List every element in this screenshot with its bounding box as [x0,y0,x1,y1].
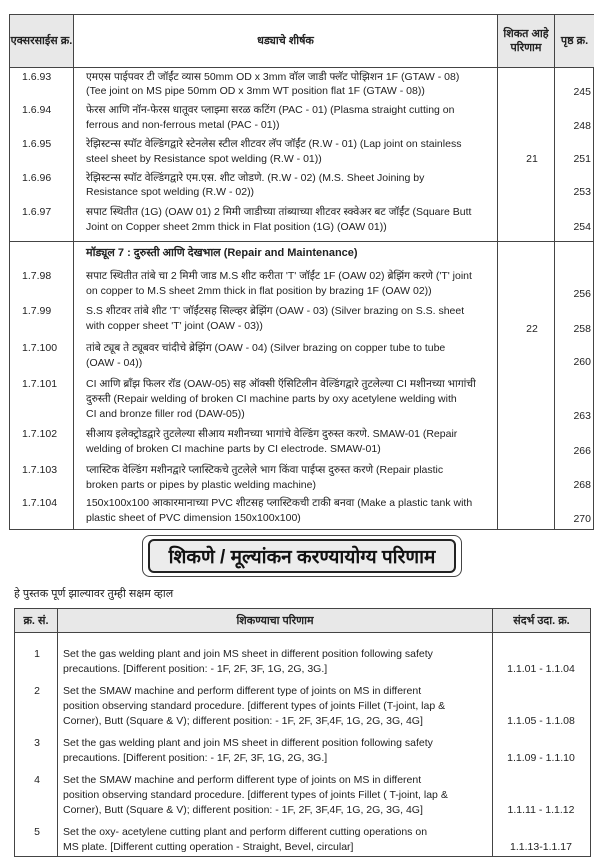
exercise-title-line: सपाट स्थितीत तांबे चा 2 मिमी जाड M.S शीट करीता 'T' जॉईंट 1F (OAW 02) ब्रेझिंग करणे ('T' joint [86,270,472,282]
column-divider [57,609,58,856]
exercise-title-line: (OAW - 04)) [86,357,143,369]
outcome-line: MS plate. [Different cutting operation - Straight, Bevel, circular] [63,841,354,853]
column-divider [492,609,493,856]
exercise-title-line: welding of broken CI machine parts by CI electrode. SMAW-01) [86,443,381,455]
exercise-number: 1.6.93 [22,71,52,83]
exercise-table [9,14,594,530]
group-divider [10,241,593,242]
row-number: 2 [34,685,40,697]
outcome-line: position observing standard procedure. [different types of joints Fillet (T-joint, lap & [63,700,446,712]
reference: 1.1.11 - 1.1.12 [507,804,575,816]
exercise-title-line: प्लास्टिक वेल्डिंग मशीनद्वारे प्लास्टिकचे तुटलेले भाग किंवा पाईप्स दुरुस्त करणे (Repair plastic [86,464,444,476]
page-number: 266 [573,445,591,457]
exercise-title-line: एमएस पाईपवर टी जॉईंट व्यास 50mm OD x 3mm वॉल जाडी फ्लॅट पोझिशन 1F (GTAW - 08) [86,71,460,83]
exercise-number: 1.7.100 [22,342,58,354]
outcome-line: precautions. [Different position: - 1F, 2F, 3F, 1G, 2G, 3G.] [63,752,328,764]
page-number: 268 [573,479,591,491]
reference: 1.1.01 - 1.1.04 [507,663,575,675]
section-title-text: शिकणे / मूल्यांकन करण्यायोग्य परिणाम [168,547,436,568]
header-divider [10,67,593,68]
exercise-title-line: CI आणि ब्राँझ फिलर रॉड (OAW-05) सह ऑक्सी ऍसिटिलीन वेल्डिंगद्वारे तुटलेल्या CI मशीनच्या भागांची [86,378,476,390]
exercise-title-line: 150x100x100 आकारमानाच्या PVC शीटसह प्लास्टिकची टाकी बनवा (Make a plastic tank with [86,497,473,509]
exercise-title-line: Resistance spot welding (R.W - 02)) [86,186,255,198]
reference: 1.1.09 - 1.1.10 [507,752,575,764]
page-number: 270 [573,513,591,525]
exercise-title-line: CI and bronze filler rod (DAW-05)) [86,408,245,420]
outcome-line: Set the oxy- acetylene cutting plant and perform different cutting operations on [63,826,428,838]
exercise-title-line: (Tee joint on MS pipe 50mm OD x 3mm WT position flat 1F (GTAW - 08)) [86,85,425,97]
outcome-line: Set the SMAW machine and perform different type of joints on MS in different [63,774,422,786]
exercise-title-line: steel sheet by Resistance spot welding (R.W - 01)) [86,153,322,165]
outcome-line: precautions. [Different position: - 1F, 2F, 3F, 1G, 2G, 3G.] [63,663,328,675]
page-number: 251 [573,153,591,165]
header-title: धड्याचे शीर्षक [257,35,314,47]
exercise-number: 1.6.97 [22,206,52,218]
reference: 1.1.13-1.1.17 [510,841,572,853]
exercise-number: 1.7.99 [22,305,52,317]
header-divider [15,632,590,633]
outcome-number: 22 [526,323,538,335]
exercise-number: 1.6.96 [22,172,52,184]
exercise-title-line: S.S शीटवर तांबे शीट 'T' जॉईंटसह सिल्व्हर ब्रेझिंग (OAW - 03) (Silver brazing on S.S. sheet [86,305,465,317]
page-number: 254 [573,221,591,233]
row-number: 4 [34,774,40,786]
exercise-title-line: broken parts or pipes by plastic welding machine) [86,479,316,491]
exercise-title-line: तांबे ट्यूब ते ट्यूबवर चांदीचे ब्रेझिंग (OAW - 04) (Silver brazing on copper tube to tube [86,342,446,354]
outcome-line: Set the SMAW machine and perform different type of joints on MS in different [63,685,422,697]
exercise-title-line: on copper to M.S sheet 2mm thick in flat position by brazing 1F (OAW 02)) [86,285,432,297]
exercise-number: 1.7.102 [22,428,58,440]
header-exercise-no: एक्सरसाईस क्र. [10,15,73,67]
exercise-title-line: with copper sheet 'T' joint (OAW - 03)) [86,320,263,332]
page-number: 263 [573,410,591,422]
outcome-line: Set the gas welding plant and join MS sheet in different position following safety [63,648,433,660]
header-page: पृष्ठ क्र. [555,15,594,67]
row-number: 5 [34,826,40,838]
row-number: 1 [34,648,40,660]
row-number: 3 [34,737,40,749]
outcome-line: Set the gas welding plant and join MS sheet in different position following safety [63,737,433,749]
exercise-title-line: सीआय इलेक्ट्रोडद्वारे तुटलेल्या सीआय मशीनच्या भागांचे वेल्डिंग दुरुस्त करणे. SMAW-01 (Repair [86,428,458,440]
exercise-title-line: फेरस आणि नॉन-फेरस धातूवर प्लाझ्मा सरळ कटिंग (PAC - 01) (Plasma straight cutting on [86,104,455,116]
page-number: 245 [573,86,591,98]
exercise-title-line: रेझिस्टन्स स्पॉट वेल्डिंगद्वारे स्टेनलेस स्टील शीटवर लॅप जॉईंट (R.W - 01) (Lap joint on stainless [86,138,462,150]
column-divider [73,15,74,529]
header-sn: क्र. सं. [15,609,57,632]
exercise-number: 1.7.103 [22,464,58,476]
reference: 1.1.05 - 1.1.08 [507,715,575,727]
exercise-title-line: ferrous and non-ferrous metal (PAC - 01)) [86,119,280,131]
exercise-number: 1.7.101 [22,378,58,390]
outcome-line: Corner), Butt (Square & V); different position: - 1F, 2F, 3F,4F, 1G, 2G, 3G, 4G] [63,715,423,727]
exercise-number: 1.7.104 [22,497,58,509]
header-outcome: शिकत आहे परिणाम [498,15,554,67]
learning-outcomes-table [14,608,591,857]
page-number: 256 [573,288,591,300]
exercise-title-line: plastic sheet of PVC dimension 150x100x100) [86,512,301,524]
exercise-number: 1.7.98 [22,270,52,282]
exercise-number: 1.6.94 [22,104,52,116]
exercise-title-line: दुरुस्ती (Repair welding of broken CI machine parts by oxy acetylene welding with [86,393,457,405]
exercise-title-line: रेझिस्टन्स स्पॉट वेल्डिंगद्वारे एम.एस. शीट जोडणे. (R.W - 02) (M.S. Sheet Joining by [86,172,425,184]
intro-text: हे पुस्तक पूर्ण झाल्यावर तुम्ही सक्षम व्हाल [14,588,174,600]
page-number: 260 [573,356,591,368]
outcome-line: position observing standard procedure. [different types of joints Fillet ( T-joint, lap & [63,789,448,801]
column-divider [497,15,498,529]
page-number: 258 [573,323,591,335]
outcome-line: Corner), Butt (Square & V); different position: - 1F, 2F, 3F,4F, 1G, 2G, 3G, 4G] [63,804,423,816]
page-number: 248 [573,120,591,132]
header-ref: संदर्भ उदा. क्र. [493,609,590,632]
page-number: 253 [573,186,591,198]
column-divider [554,15,555,529]
module-heading: मॉड्यूल 7 : दुरुस्ती आणि देखभाल (Repair and Maintenance) [86,247,358,259]
header-outcome: शिकण्याचा परिणाम [58,609,492,632]
outcome-number: 21 [526,153,538,165]
section-title [148,539,456,573]
exercise-number: 1.6.95 [22,138,52,150]
exercise-title-line: सपाट स्थितीत (1G) (OAW 01) 2 मिमी जाडीच्या तांब्याच्या शीटवर स्क्वेअर बट जॉईंट (Square Butt [86,206,472,218]
exercise-title-line: Joint on Copper sheet 2mm thick in Flat position (1G) (OAW 01)) [86,221,387,233]
